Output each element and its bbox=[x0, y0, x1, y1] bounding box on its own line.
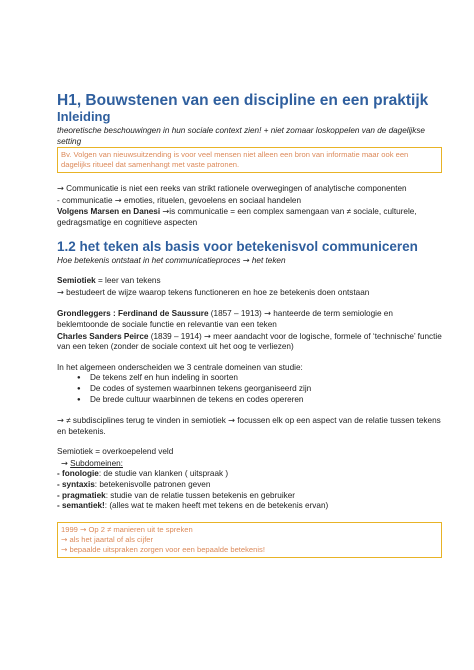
volgens-label: Volgens Marsen en Danesi bbox=[57, 207, 163, 217]
volgens-paragraph bbox=[57, 206, 442, 228]
subtitle-text: Hoe betekenis ontstaat in het communicatieproces bbox=[57, 255, 243, 265]
arrow-icon: → bbox=[204, 330, 211, 341]
subdomein-term: - fonologie bbox=[57, 469, 99, 479]
overkoepelend-line: Semiotiek = overkoepelend veld bbox=[57, 447, 174, 457]
semiotiek-line2 bbox=[57, 287, 442, 299]
box-line bbox=[61, 545, 438, 555]
peirce-paragraph bbox=[57, 331, 442, 353]
subdomein-term: - semantiek! bbox=[57, 501, 105, 511]
subdomein-desc: : de studie van klanken ( uitspraak ) bbox=[98, 469, 229, 479]
example-box bbox=[57, 147, 442, 173]
chapter-title: H1, Bouwstenen van een discipline en een praktijk bbox=[57, 92, 429, 109]
box-text: Op 2 ≠ manieren uit te spreken bbox=[86, 524, 193, 534]
document-content bbox=[57, 92, 442, 558]
volgens-text: is communicatie = een complex samengaan van ≠ sociale, culturele, gedragsmatige en cognitieve aspecten bbox=[57, 207, 417, 227]
arrow-icon: → bbox=[114, 194, 122, 205]
peirce-name: Charles Sanders Peirce bbox=[57, 331, 149, 341]
list-item: ● De codes of systemen waarbinnen tekens georganiseerd zijn bbox=[57, 384, 442, 395]
peirce-years: (1839 – 1914) bbox=[148, 331, 205, 341]
arrow-icon: → bbox=[57, 415, 64, 426]
example-text: Bv. Volgen van nieuwsuitzending is voor veel mensen niet alleen een bron van informatie maar ook een dagelijks ritueel dat samenhangt met vaste patronen. bbox=[61, 150, 409, 170]
subdomein-desc: : (alles wat te maken heeft met tekens en de betekenis ervan) bbox=[104, 501, 329, 511]
box-year: 1999 bbox=[61, 524, 81, 534]
subdomein-syntaxis bbox=[57, 480, 442, 491]
saussure-name: Grondleggers : Ferdinand de Saussure bbox=[57, 309, 209, 319]
subdomein-pragmatiek bbox=[57, 491, 442, 502]
communicatie-line1: Communicatie is niet een reeks van strikt rationele overwegingen of analytische componenten bbox=[66, 184, 407, 194]
subdisc-text2: focussen elk op een aspect van de relatie tussen tekens en betekenis. bbox=[57, 416, 441, 436]
section-title-1-2: 1.2 het teken als basis voor betekenisvol communiceren bbox=[57, 238, 418, 254]
communicatie-line2b: emoties, rituelen, gevoelens en sociaal handelen bbox=[121, 195, 302, 205]
list-item: ● De brede cultuur waarbinnen de tekens en codes opereren bbox=[57, 395, 442, 406]
semiotiek-definition bbox=[57, 276, 442, 287]
subdisciplines-paragraph bbox=[57, 415, 442, 437]
semiotiek-def: = leer van tekens bbox=[95, 276, 161, 286]
semiotiek-line2-text: bestudeert de wijze waarop tekens functioneren en hoe ze betekenis doen ontstaan bbox=[63, 287, 370, 297]
communicatie-line2-text: - communicatie bbox=[57, 195, 115, 205]
arrow-icon: → bbox=[264, 308, 271, 319]
subtitle-end: het teken bbox=[249, 255, 286, 265]
grondleggers-paragraph bbox=[57, 308, 442, 330]
arrow-icon: → bbox=[57, 286, 64, 297]
arrow-icon: → bbox=[162, 206, 170, 217]
domeinen-list bbox=[57, 373, 442, 405]
arrow-icon: → bbox=[61, 534, 68, 544]
subdomein-desc: : studie van de relatie tussen betekenis en gebruiker bbox=[105, 490, 296, 500]
box-text: bepaalde uitspraken zorgen voor een bepaalde betekenis! bbox=[67, 544, 265, 554]
arrow-icon: → bbox=[228, 415, 235, 426]
subdomein-term: - syntaxis bbox=[57, 480, 95, 490]
box-text: als het jaartal of als cijfer bbox=[67, 534, 154, 544]
arrow-icon: → bbox=[80, 524, 87, 534]
peirce-text: meer aandacht voor de logische, formele of ‘technische’ functie van een teken (zonder de sociale context uit het oog te verliezen) bbox=[57, 331, 442, 352]
inleiding-subtitle: theoretische beschouwingen in hun sociale context zien! + niet zomaar loskoppelen van de dagelijkse setting bbox=[57, 126, 425, 146]
subdomein-fonologie bbox=[57, 469, 442, 480]
box-line bbox=[61, 535, 438, 545]
subdomein-desc: : betekenisvolle patronen geven bbox=[94, 480, 211, 490]
subdomein-semantiek bbox=[57, 501, 442, 512]
arrow-icon: → bbox=[242, 254, 250, 265]
arrow-icon: → bbox=[61, 544, 68, 554]
arrow-icon: → bbox=[57, 183, 64, 194]
subdisc-text: ≠ subdisciplines terug te vinden in semiotiek bbox=[63, 416, 229, 426]
saussure-text: hanteerde de term semiologie en beklemtoonde de sociale functie en relevantie van een teken bbox=[57, 309, 393, 329]
list-item: ● De tekens zelf en hun indeling in soorten bbox=[57, 373, 442, 384]
communicatie-line2 bbox=[57, 195, 442, 207]
subdomeinen-text: Subdomeinen: bbox=[70, 458, 123, 468]
domeinen-intro: In het algemeen onderscheiden we 3 centrale domeinen van studie: bbox=[57, 362, 303, 372]
box-line bbox=[61, 525, 438, 535]
saussure-years: (1857 – 1913) bbox=[208, 309, 265, 319]
example-box-1999 bbox=[57, 522, 442, 558]
communicatie-paragraph bbox=[57, 183, 442, 195]
arrow-icon: → bbox=[61, 457, 68, 468]
subdomein-term: - pragmatiek bbox=[57, 490, 106, 500]
subdomeinen-label bbox=[57, 458, 442, 470]
section-1-2-subtitle bbox=[57, 255, 442, 267]
section-title-inleiding: Inleiding bbox=[57, 109, 111, 124]
semiotiek-term: Semiotiek bbox=[57, 276, 96, 286]
